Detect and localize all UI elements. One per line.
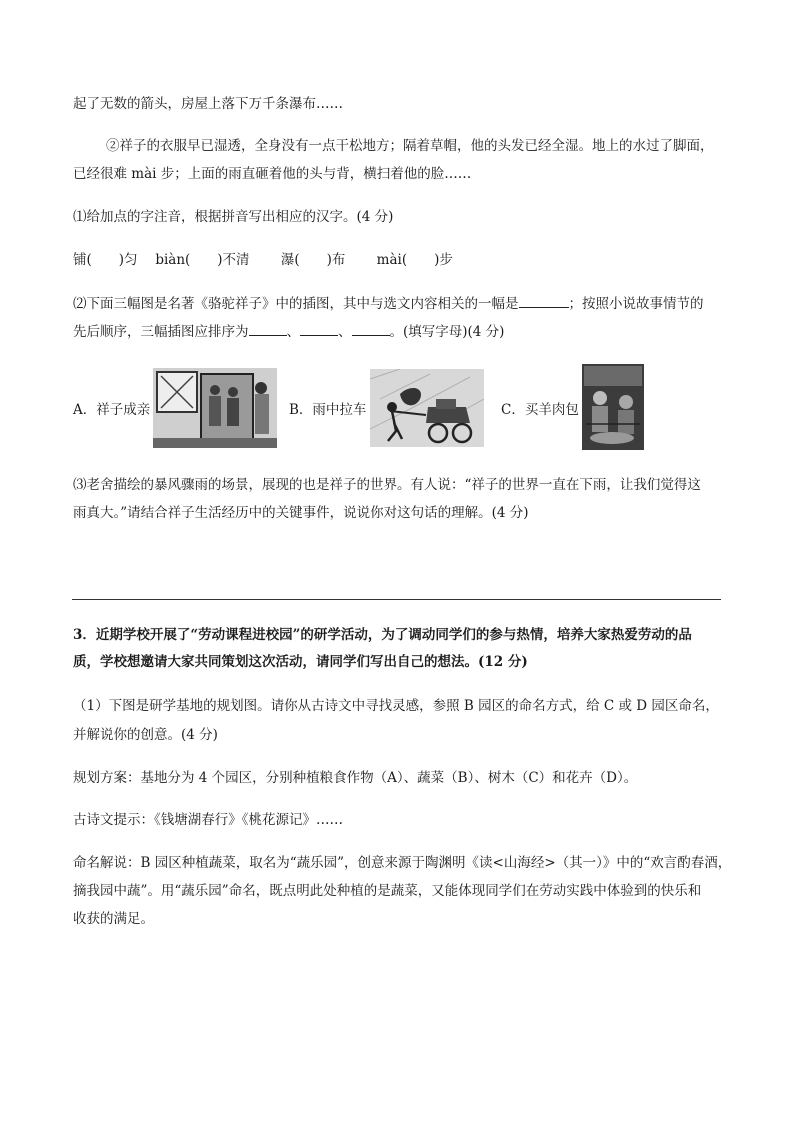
illustration-mutton-buns bbox=[582, 364, 644, 450]
section-divider bbox=[72, 599, 721, 600]
section-3-prompt: 3．近期学校开展了“劳动课程进校园”的研学活动，为了调动同学们的参与热情，培养大家热爱劳动的品 bbox=[73, 627, 692, 643]
explanation-line: 命名解说：B 园区种植蔬菜，取名为“蔬乐园”，创意来源于陶渊明《读<山海经>（其一）》中的“欢言酌春酒， bbox=[73, 855, 732, 871]
section-3-prompt: 质，学校想邀请大家共同策划这次活动，请同学们写出自己的想法。(12 分) bbox=[73, 654, 528, 670]
plan-text: 规划方案：基地分为 4 个园区，分别种植粮食作物（A）、蔬菜（B）、树木（C）和花卉（D）。 bbox=[73, 770, 638, 786]
pinyin-row: 铺( )匀 biàn( )不清 瀑( )布 mài( )步 bbox=[73, 252, 453, 268]
passage-line: 已经很难 mài 步；上面的雨直砸着他的头与背，横扫着他的脸…… bbox=[73, 166, 472, 182]
subquestion-1: 并解说你的创意。(4 分) bbox=[73, 727, 218, 743]
option-b-label: B．雨中拉车 bbox=[289, 402, 367, 418]
answer-blank[interactable] bbox=[352, 323, 390, 336]
question-text: 先后顺序，三幅插图应排序为 bbox=[73, 324, 249, 340]
answer-blank[interactable] bbox=[300, 323, 338, 336]
explanation-line: 收获的满足。 bbox=[73, 911, 154, 927]
question-3-line2: 雨真大。”请结合祥子生活经历中的关键事件，说说你对这句话的理解。(4 分) bbox=[73, 505, 529, 521]
subquestion-1: （1）下图是研学基地的规划图。请你从古诗文中寻找灵感，参照 B 园区的命名方式，给 C 或 D 园区命名， bbox=[73, 698, 719, 714]
question-3-line1: ⑶老舍描绘的暴风骤雨的场景，展现的也是祥子的世界。有人说：“祥子的世界一直在下雨，让我们觉得这 bbox=[73, 477, 701, 493]
hint-text: 古诗文提示：《钱塘湖春行》《桃花源记》…… bbox=[73, 812, 343, 828]
question-2-line1 bbox=[73, 294, 724, 314]
question-text: 。(填写字母)(4 分) bbox=[389, 324, 505, 340]
passage-line: 起了无数的箭头，房屋上落下万千条瀑布…… bbox=[73, 96, 343, 112]
question-text: ；按照小说故事情节的 bbox=[568, 296, 704, 312]
separator: 、 bbox=[286, 324, 300, 340]
question-2-line2 bbox=[73, 322, 724, 342]
question-1: ⑴给加点的字注音，根据拼音写出相应的汉字。(4 分) bbox=[73, 209, 394, 225]
option-c-label: C．买羊肉包 bbox=[501, 402, 579, 418]
illustration-wedding bbox=[153, 368, 277, 448]
explanation-line: 摘我园中蔬”。用“蔬乐园”命名，既点明此处种植的是蔬菜，又能体现同学们在劳动实践中体验到的快乐和 bbox=[73, 883, 702, 899]
passage-line: ②祥子的衣服早已湿透，全身没有一点干松地方；隔着草帽，他的头发已经全湿。地上的水过了脚面， bbox=[106, 138, 714, 154]
question-text: ⑵下面三幅图是名著《骆驼祥子》中的插图，其中与选文内容相关的一幅是 bbox=[73, 296, 519, 312]
illustration-rain-rickshaw bbox=[370, 369, 484, 447]
answer-blank[interactable] bbox=[249, 323, 287, 336]
separator: 、 bbox=[338, 324, 352, 340]
option-a-label: A．祥子成亲 bbox=[73, 402, 151, 418]
answer-blank[interactable] bbox=[519, 295, 569, 308]
